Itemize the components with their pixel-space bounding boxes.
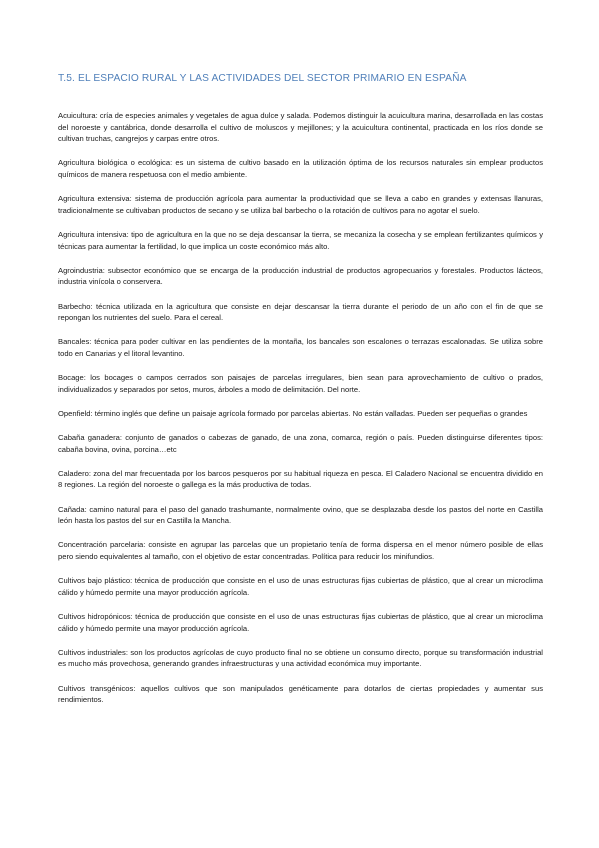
glossary-entry: Agricultura biológica o ecológica: es un sistema de cultivo basado en la utilización óptima de los recursos naturales sin emplear productos químicos de manera respetuosa con el medio ambiente. — [58, 158, 543, 179]
glossary-entry: Acuicultura: cría de especies animales y vegetales de agua dulce y salada. Podemos distinguir la acuicultura marina, desarrollada en las costas del noroeste y cantábrica, donde desarrolla el cultivo de moluscos y mejillones; y la acuicultura continental, practicada en los ríos donde se cultivan truchas, cangrejos y carpas entre otros. — [58, 111, 543, 144]
glossary-entry: Agricultura intensiva: tipo de agricultura en la que no se deja descansar la tierra, se mecaniza la cosecha y se emplean fertilizantes químicos y técnicas para aumentar la fertilidad, lo que implica un coste económico más alto. — [58, 229, 543, 251]
glossary-entry: Cultivos hidropónicos: técnica de producción que consiste en el uso de unas estructuras fijas cubiertas de plástico, que al crear un microclima cálido y húmedo permite una mayor producción agrícola. — [58, 611, 543, 633]
glossary-entry: Barbecho: técnica utilizada en la agricultura que consiste en dejar descansar la tierra durante el periodo de un año con el fin de que se repongan los nutrientes del suelo. Para el cereal. — [58, 301, 543, 323]
glossary-entry: Cañada: camino natural para el paso del ganado trashumante, normalmente ovino, que se desplazaba desde los pastos del norte en Castilla león hasta los pastos del sur en Castilla la Mancha. — [58, 504, 543, 526]
glossary-entry: Bocage: los bocages o campos cerrados son paisajes de parcelas irregulares, bien sean para aprovechamiento de cultivo o prados, individualizados y separados por setos, muros, árboles a modo de delimitación. Del norte. — [58, 373, 543, 394]
glossary-entry: Cabaña ganadera: conjunto de ganados o cabezas de ganado, de una zona, comarca, región o país. Pueden distinguirse diferentes tipos: cabaña bovina, ovina, porcina…etc — [58, 433, 543, 454]
glossary-entry: Cultivos industriales: son los productos agrícolas de cuyo producto final no se obtiene un consumo directo, porque su transformación industrial es mucho más provechosa, generando grandes infraestructuras y una actividad económica muy importante. — [58, 647, 543, 669]
glossary-entry: Agroindustria: subsector económico que se encarga de la producción industrial de productos agropecuarios y forestales. Productos lácteos, industria vinícola o conservera. — [58, 265, 543, 287]
glossary-entry: Caladero: zona del mar frecuentada por los barcos pesqueros por su habitual riqueza en pesca. El Caladero Nacional se encuentra dividido en 8 regiones. La región del noroeste o gallega es la más productiva de todas. — [58, 468, 543, 490]
glossary-entry: Cultivos bajo plástico: técnica de producción que consiste en el uso de unas estructuras fijas cubiertas de plástico, que al crear un microclima cálido y húmedo permite una mayor producción agrícola. — [58, 576, 543, 597]
glossary-entry: Bancales: técnica para poder cultivar en las pendientes de la montaña, los bancales son escalones o terrazas escalonadas. Se utiliza sobre todo en Canarias y el litoral levantino. — [58, 337, 543, 358]
glossary-entry: Openfield: término inglés que define un paisaje agrícola formado por parcelas abiertas. No están valladas. Pueden ser pequeñas o grandes — [58, 408, 528, 418]
glossary-entry: Concentración parcelaria: consiste en agrupar las parcelas que un propietario tenía de forma dispersa en el menor número posible de ellas pero siendo equivalentes al tamaño, con el objetivo de estar concentradas. Política para reducir los minifundios. — [58, 540, 543, 561]
glossary-list — [58, 110, 543, 718]
glossary-entry: Cultivos transgénicos: aquellos cultivos que son manipulados genéticamente para dotarlos de ciertas propiedades y aumentar sus rendimientos. — [58, 683, 543, 705]
glossary-entry: Agricultura extensiva: sistema de producción agrícola para aumentar la productividad que se lleva a cabo en grandes y extensas llanuras, tradicionalmente se cultivaban productos de secano y se utiliza bal barbecho o la rotación de cultivos para no agotar el suelo. — [58, 194, 543, 215]
document-title: T.5. EL ESPACIO RURAL Y LAS ACTIVIDADES DEL SECTOR PRIMARIO EN ESPAÑA — [58, 73, 467, 84]
